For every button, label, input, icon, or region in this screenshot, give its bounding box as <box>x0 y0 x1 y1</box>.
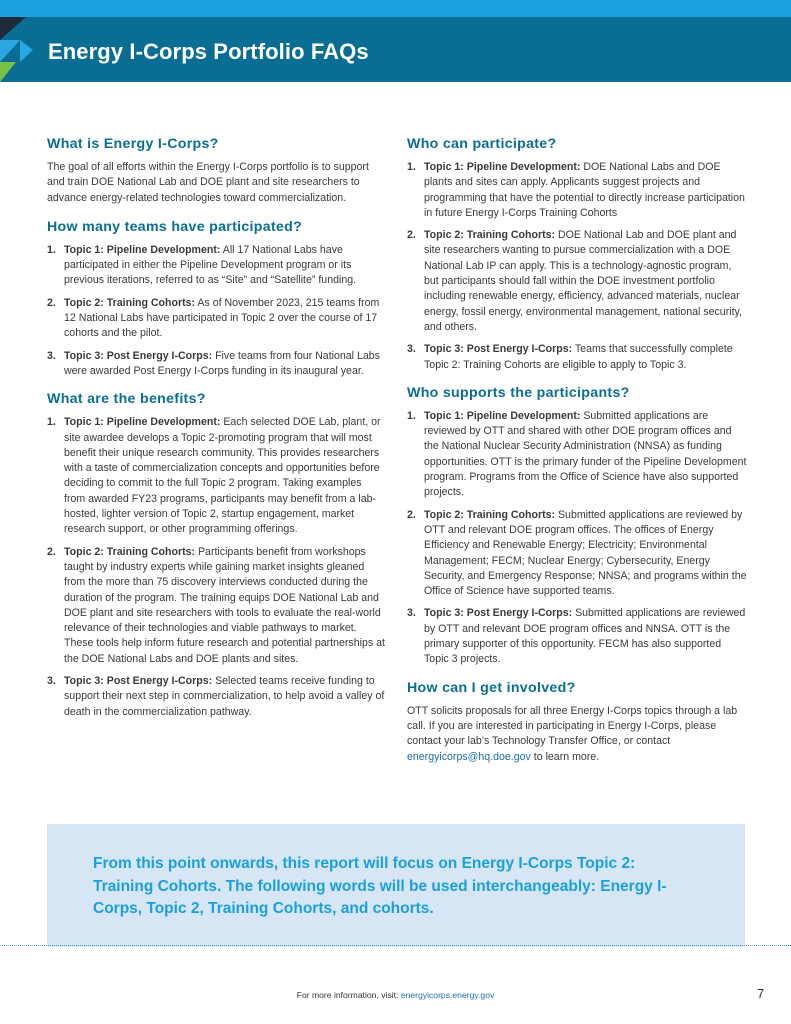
list-item-text: Each selected DOE Lab, plant, or site awardee develops a Topic 2-promoting program that will most benefit their unique research community. This provides researchers with a taste of commercialization concepts and opportunities before deciding to commit to the full Topic 2 program. Taking examples from awarded FY23 programs, participants may benefit from a lab-hosted, lighter version of Topic 2, startup engagement, market research support, or other programming offerings. <box>64 416 381 536</box>
footer <box>0 990 791 1000</box>
body-text: to learn more. <box>530 750 600 763</box>
list-item-lead: Topic 3: Post Energy I-Corps: <box>64 675 213 688</box>
section-heading: Who can participate? <box>407 136 557 152</box>
list-item-text: All 17 National Labs have participated in either the Pipeline Development program or its previous iterations, referred to as “Site” and “Satellite” funding. <box>64 243 357 287</box>
footer-link[interactable]: energyicorps.energy.gov <box>400 990 495 1000</box>
list-item-text: Submitted applications are reviewed by OTT and relevant DOE program offices. The offices of Energy Efficiency and Renewable Energy; Electricity; Environmental Management; FECM; Nuclear Energy; Cybersecurity, Energy Security, and Emergency Response; NNSA; and programs within the Office of Science have supported teams. <box>424 508 747 598</box>
numbered-list <box>47 243 385 379</box>
page-title: Energy I-Corps Portfolio FAQs <box>48 39 369 64</box>
section-heading: How many teams have participated? <box>47 218 303 235</box>
numbered-list <box>47 415 385 720</box>
header-chevron-decoration <box>0 0 40 82</box>
list-item <box>407 508 747 600</box>
section-heading: What is Energy I-Corps? <box>47 136 219 152</box>
deco-dark-triangle <box>0 17 26 40</box>
list-number: 3. <box>47 675 56 688</box>
email-link[interactable]: energyicorps@hq.doe.gov <box>407 750 531 763</box>
section-get-involved <box>407 680 747 765</box>
list-item-lead: Topic 2: Training Cohorts: <box>64 545 196 558</box>
list-number: 2. <box>47 296 56 309</box>
list-item <box>47 415 385 537</box>
list-number: 1. <box>407 161 416 173</box>
list-item-lead: Topic 3: Post Energy I-Corps: <box>424 343 573 356</box>
numbered-list <box>407 160 747 373</box>
list-item-lead: Topic 1: Pipeline Development: <box>64 416 221 429</box>
left-column <box>47 136 385 732</box>
list-number: 3. <box>47 349 56 362</box>
list-item <box>407 342 747 373</box>
list-item-lead: Topic 2: Training Cohorts: <box>424 229 556 242</box>
list-number: 3. <box>407 607 416 620</box>
section-heading: How can I get involved? <box>407 679 576 696</box>
list-item-text: Teams that successfully complete Topic 2: Training Cohorts are eligible to apply to Topic 3. <box>424 343 733 371</box>
list-item-text: As of November 2023, 215 teams from 12 National Labs have participated in Topic 2 over the course of 17 cohorts and the pilot. <box>64 296 380 340</box>
deco-green-triangle <box>0 62 16 82</box>
list-item-text: DOE National Labs and DOE plants and sites can apply. Applicants suggest projects and programming that have the potential to directly increase participation in future Energy I-Corps Training Cohorts <box>424 161 745 219</box>
list-item-lead: Topic 3: Post Energy I-Corps: <box>64 349 213 362</box>
page-number: 7 <box>757 986 765 1001</box>
deco-blue-arrow <box>20 40 33 62</box>
list-item <box>47 296 385 342</box>
list-item-lead: Topic 3: Post Energy I-Corps: <box>424 607 573 620</box>
dotted-divider <box>0 945 791 946</box>
list-item-text: Selected teams receive funding to support their next step in commercialization, to help avoid a valley of death in the commercialization pathway. <box>64 675 385 718</box>
list-item <box>47 243 385 289</box>
list-item <box>47 674 385 720</box>
body-text: OTT solicits proposals for all three Energy I-Corps topics through a lab call. If you are interested in participating in Energy I-Corps, please contact your lab’s Technology Transfer Office, or contact <box>407 704 738 748</box>
section-body <box>407 704 747 765</box>
section-teams-participated <box>47 219 385 379</box>
list-item-text: Submitted applications are reviewed by OTT and shared with other DOE program offices and the National Nuclear Security Administration (NNSA) as funding opportunities. OTT is the primary funder of the Pipeline Development program. Programs from the Office of Science have also supported projects. <box>424 409 747 499</box>
list-item-lead: Topic 1: Pipeline Development: <box>424 409 581 422</box>
list-item <box>407 606 747 667</box>
list-item-text: Participants benefit from workshops taught by industry experts while gaining market insights gleaned from the more than 75 discovery interviews conducted during the duration of the program. The training equips DOE National Lab and DOE plant and site researchers with tools to evaluate the real-world relevance of their technologies and viable pathways to market. These tools help inform future research and potential partnerships at the DOE National Labs and DOE plants and sites. <box>64 545 385 665</box>
list-number: 2. <box>407 508 416 521</box>
deco-blue-triangle <box>0 40 20 62</box>
list-item-lead: Topic 2: Training Cohorts: <box>64 296 196 309</box>
list-item-text: Submitted applications are reviewed by OTT and relevant DOE program offices and NNSA. OTT is the primary supporter of this opportunity. FECM has also supported Topic 3 projects. <box>424 607 746 666</box>
list-number: 2. <box>47 545 56 558</box>
list-item-text: DOE National Lab and DOE plant and site researchers wanting to pursue commercialization with a DOE National Lab IP can apply. This is a technology-agnostic program, but participants should fall within the DOE investment portfolio including renewable energy, efficiency, advanced materials, nuclear energy, fossil energy, environmental management, national security, and others. <box>424 229 742 333</box>
section-benefits <box>47 391 385 720</box>
list-number: 3. <box>407 343 416 356</box>
header-top-stripe <box>0 0 791 17</box>
list-item-lead: Topic 1: Pipeline Development: <box>64 243 221 256</box>
callout-box <box>47 824 745 947</box>
section-who-can-participate <box>407 136 747 373</box>
list-item <box>407 228 747 335</box>
list-number: 1. <box>47 416 56 429</box>
list-item <box>47 349 385 380</box>
list-number: 1. <box>47 243 56 256</box>
section-who-supports <box>407 385 747 668</box>
list-number: 2. <box>407 229 416 242</box>
list-number: 1. <box>407 409 416 422</box>
section-body: The goal of all efforts within the Energy I-Corps portfolio is to support and train DOE National Lab and DOE plant and site researchers to advance energy-related technologies toward commercialization. <box>47 161 369 204</box>
footer-prefix: For more information, visit: <box>296 990 401 1000</box>
section-heading: Who supports the participants? <box>407 384 630 401</box>
list-item-text: Five teams from four National Labs were awarded Post Energy I-Corps funding in its inaugural year. <box>64 349 380 377</box>
list-item <box>407 160 747 221</box>
list-item-lead: Topic 2: Training Cohorts: <box>424 508 556 521</box>
list-item-lead: Topic 1: Pipeline Development: <box>424 161 581 173</box>
numbered-list <box>407 409 747 668</box>
callout-text: From this point onwards, this report will focus on Energy I-Corps Topic 2: Training Cohorts. The following words will be used interchangeably: Energy I-Corps, Topic 2, Training Cohorts, and cohorts. <box>93 855 667 917</box>
list-item <box>47 545 385 667</box>
section-what-is <box>47 136 385 206</box>
list-item <box>407 409 747 501</box>
right-column <box>407 136 747 778</box>
section-heading: What are the benefits? <box>47 391 206 408</box>
